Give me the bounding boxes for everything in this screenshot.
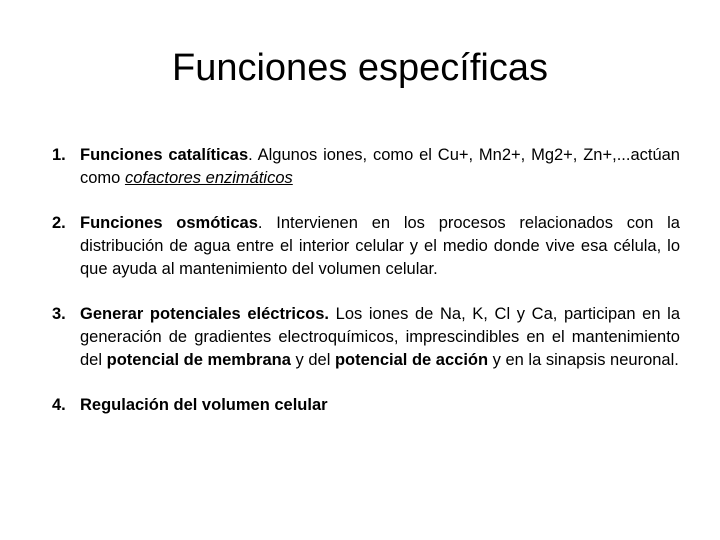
item-number: 1. [52,146,66,164]
item-number: 2. [52,214,66,232]
item-heading: Funciones osmóticas [80,214,258,232]
cofactores-link[interactable]: cofactores enzimáticos [124,169,293,187]
item-number: 4. [52,396,66,414]
item-text: y del [290,351,335,369]
item-bold-term: potencial de membrana [106,351,291,369]
item-number: 3. [52,305,66,323]
item-text: Los iones de Na, K, Cl y Ca, participan en la generación de gradientes electroquímicos, imprescindibles en el mantenimiento del [80,305,681,369]
item-heading: Generar potenciales eléctricos. [80,305,329,323]
item-heading: Regulación del volumen celular [80,396,328,414]
list-item [52,394,680,417]
functions-list [52,144,680,439]
item-text: y en la sinapsis neuronal. [488,351,679,369]
list-item [52,144,680,190]
item-text: . Intervienen en los procesos relacionados con la distribución de agua entre el interior celular y el medio donde vive esa célula, lo que ayuda al mantenimiento del volumen celular. [80,214,680,278]
list-item [52,212,680,281]
list-item [52,303,680,372]
item-text: . Algunos iones, como el Cu+, Mn2+, Mg2+, Zn+,...actúan como [80,146,680,187]
item-bold-term: potencial de acción [334,351,489,369]
item-heading: Funciones catalíticas [80,146,249,164]
slide-title: Funciones específicas [172,47,548,89]
